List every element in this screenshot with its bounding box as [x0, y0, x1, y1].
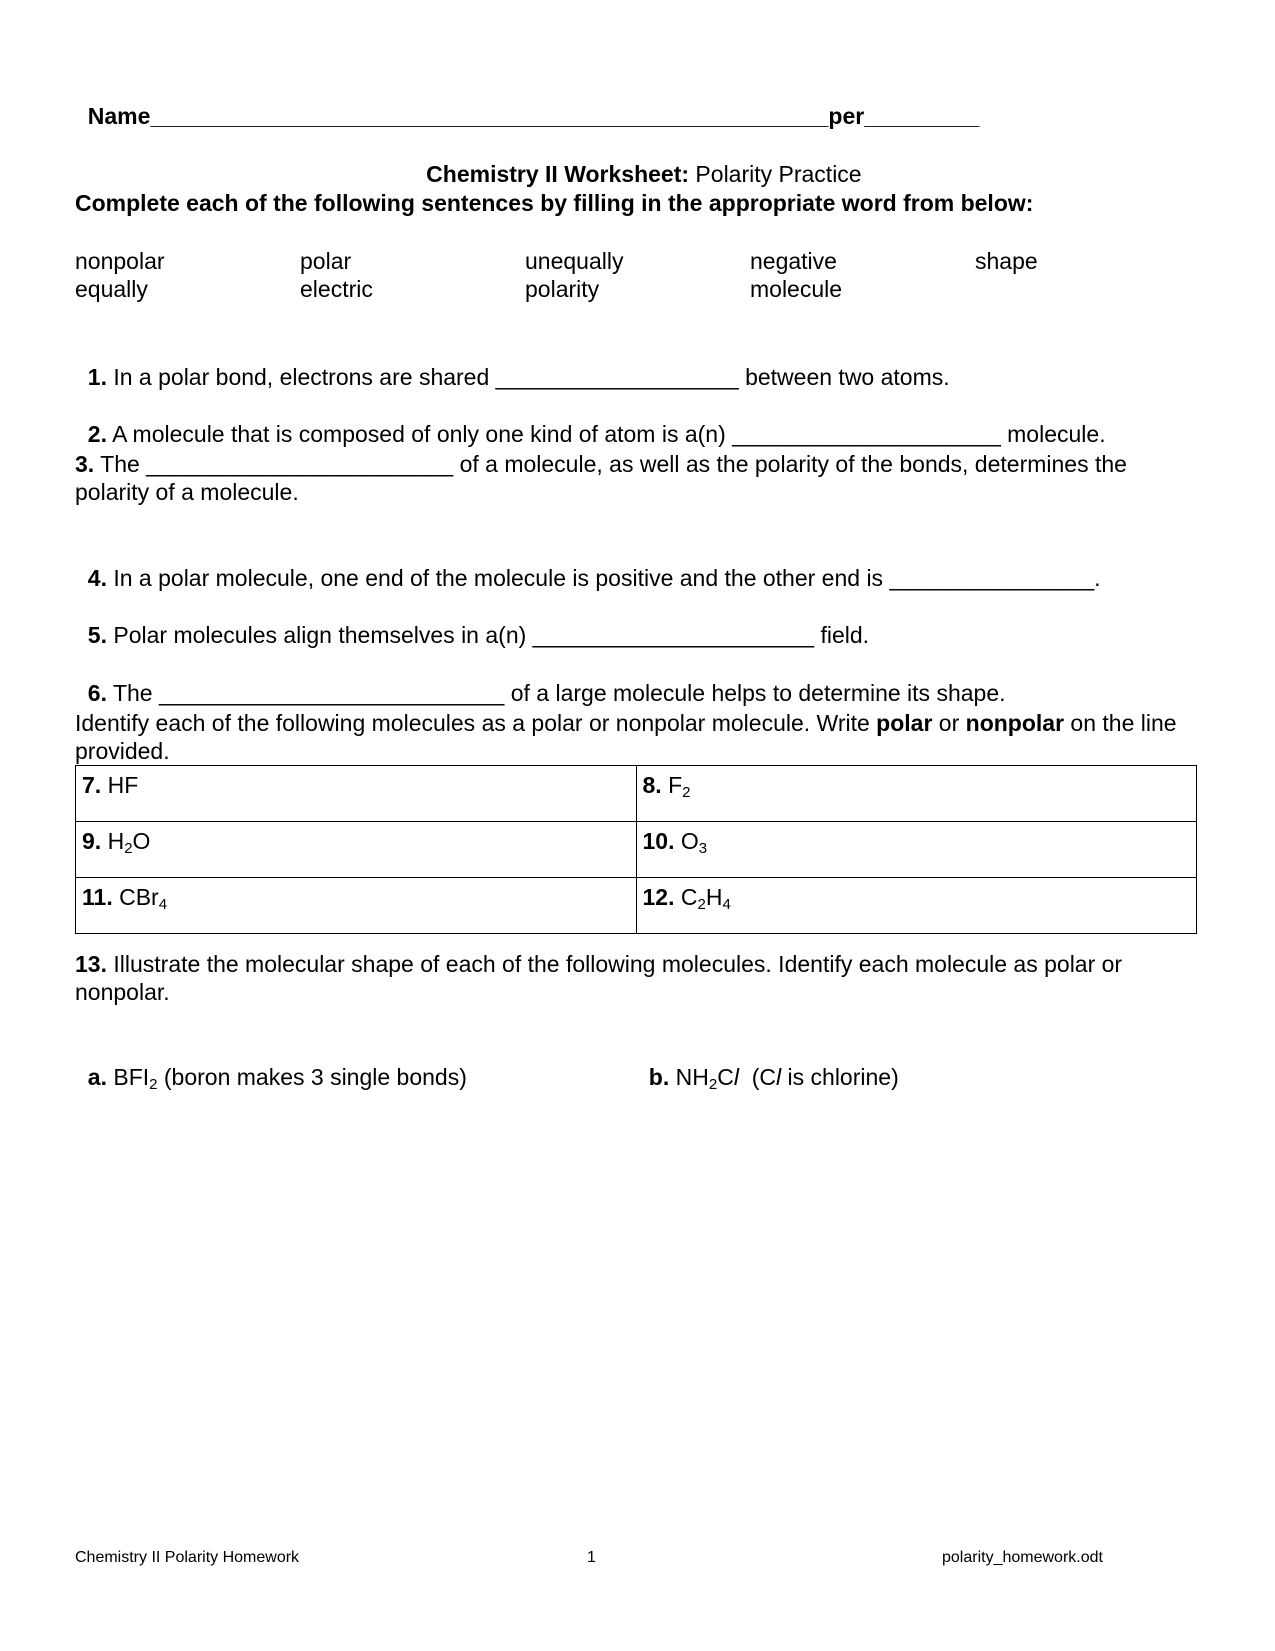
question-2 — [75, 392, 1106, 448]
molecule-subscript: 2 — [149, 1076, 158, 1093]
molecule-subscript: 4 — [158, 896, 168, 913]
identify-text: on the line provided. — [75, 710, 1177, 764]
part-text: (C — [738, 1064, 777, 1090]
word-bank-item: negative — [750, 248, 837, 274]
molecule-formula: NH — [675, 1064, 709, 1090]
per-label: per — [828, 103, 865, 129]
question-number: 13. — [75, 951, 107, 977]
title-normal: Polarity Practice — [689, 161, 862, 187]
question-text: A molecule that is composed of only one kind of atom is a(n) _____________________ molecule. — [106, 421, 1106, 447]
question-text: The ___________________________ of a large molecule helps to determine its shape. — [106, 680, 1006, 706]
molecule-subscript: 3 — [698, 840, 708, 857]
molecule-subscript: 2 — [682, 784, 691, 801]
name-label: Name — [87, 103, 151, 129]
table-row — [76, 766, 1197, 822]
molecule-formula: C — [680, 884, 698, 910]
molecule-cell[interactable] — [636, 766, 1197, 822]
question-13a — [75, 1035, 467, 1091]
identify-text: Identify each of the following molecules as a polar or nonpolar molecule. Write — [75, 710, 877, 736]
question-number: 2. — [87, 421, 107, 447]
identify-or: or — [932, 710, 966, 736]
molecule-formula: C — [717, 1064, 734, 1090]
footer-right: polarity_homework.odt — [942, 1549, 1103, 1566]
footer-left: Chemistry II Polarity Homework — [75, 1549, 300, 1566]
table-row — [76, 878, 1197, 934]
question-text: In a polar molecule, one end of the molecule is positive and the other end is ________________. — [106, 565, 1101, 591]
title-bold: Chemistry II Worksheet: — [426, 161, 690, 187]
molecule-formula: H — [705, 884, 723, 910]
question-text: Polar molecules align themselves in a(n) ______________________ field. — [106, 622, 870, 648]
molecule-subscript: 2 — [124, 840, 133, 857]
question-number: 3. — [75, 451, 95, 477]
molecule-number: 10. — [642, 828, 675, 854]
molecule-cell[interactable] — [76, 878, 637, 934]
question-13b — [636, 1035, 899, 1091]
question-number: 6. — [87, 680, 107, 706]
question-13 — [75, 950, 1195, 1006]
question-3 — [75, 450, 1195, 506]
instructions: Complete each of the following sentences by filling in the appropriate word from below: — [75, 190, 1034, 216]
question-text: In a polar bond, electrons are shared ___________________ between two atoms. — [106, 364, 950, 390]
question-text: The ________________________ of a molecule, as well as the polarity of the bonds, determines the polarity of a molecule. — [75, 451, 1127, 505]
word-bank-item: electric — [300, 276, 373, 302]
molecule-number: 7. — [82, 772, 102, 798]
question-4 — [75, 536, 1101, 592]
identify-polar: polar — [876, 710, 933, 736]
part-text: is chlorine) — [781, 1064, 899, 1090]
molecule-number: 11. — [82, 884, 113, 910]
molecule-formula: H — [107, 828, 125, 854]
question-text: Illustrate the molecular shape of each of the following molecules. Identify each molecule as polar or nonpolar. — [75, 951, 1123, 1005]
word-bank-item: nonpolar — [75, 248, 165, 274]
identify-nonpolar: nonpolar — [965, 710, 1065, 736]
molecule-subscript: 4 — [722, 896, 731, 913]
molecule-formula: O — [132, 828, 151, 854]
word-bank-item: equally — [75, 276, 148, 302]
molecule-formula: BFI — [113, 1064, 150, 1090]
molecule-formula: O — [680, 828, 699, 854]
word-bank-item: polarity — [525, 276, 600, 302]
table-row — [76, 822, 1197, 878]
part-text: (boron makes 3 single bonds) — [157, 1064, 467, 1090]
question-1 — [75, 335, 950, 391]
word-bank-item: shape — [975, 248, 1038, 274]
molecule-cell[interactable] — [636, 878, 1197, 934]
word-bank-item: polar — [300, 248, 352, 274]
name-blank[interactable]: _____________________________________________________ — [150, 103, 829, 129]
molecule-subscript: 2 — [697, 896, 706, 913]
molecule-number: 9. — [82, 828, 102, 854]
molecule-subscript: 2 — [708, 1076, 718, 1093]
question-number: 4. — [87, 565, 107, 591]
molecule-number: 8. — [642, 772, 662, 798]
molecule-cell[interactable] — [636, 822, 1197, 878]
molecule-cell[interactable] — [76, 766, 637, 822]
molecule-table — [75, 765, 1197, 934]
molecule-formula: HF — [107, 772, 139, 798]
molecule-formula: l — [733, 1064, 739, 1090]
question-number: 5. — [87, 622, 107, 648]
molecule-formula: F — [668, 772, 683, 798]
molecule-number: 12. — [642, 884, 675, 910]
molecule-cell[interactable] — [76, 822, 637, 878]
question-5 — [75, 593, 869, 649]
molecule-formula: CBr — [119, 884, 159, 910]
page-title — [0, 132, 1275, 188]
question-number: 1. — [87, 364, 107, 390]
part-label: b. — [648, 1064, 670, 1090]
footer-page-number: 1 — [587, 1549, 596, 1566]
part-label: a. — [87, 1064, 107, 1090]
name-line — [75, 74, 979, 130]
word-bank-item: unequally — [525, 248, 624, 274]
part-text: l — [776, 1064, 782, 1090]
word-bank-item: molecule — [750, 276, 843, 302]
question-6 — [75, 651, 1006, 707]
per-blank[interactable]: _________ — [864, 103, 980, 129]
identify-instructions — [75, 709, 1195, 765]
